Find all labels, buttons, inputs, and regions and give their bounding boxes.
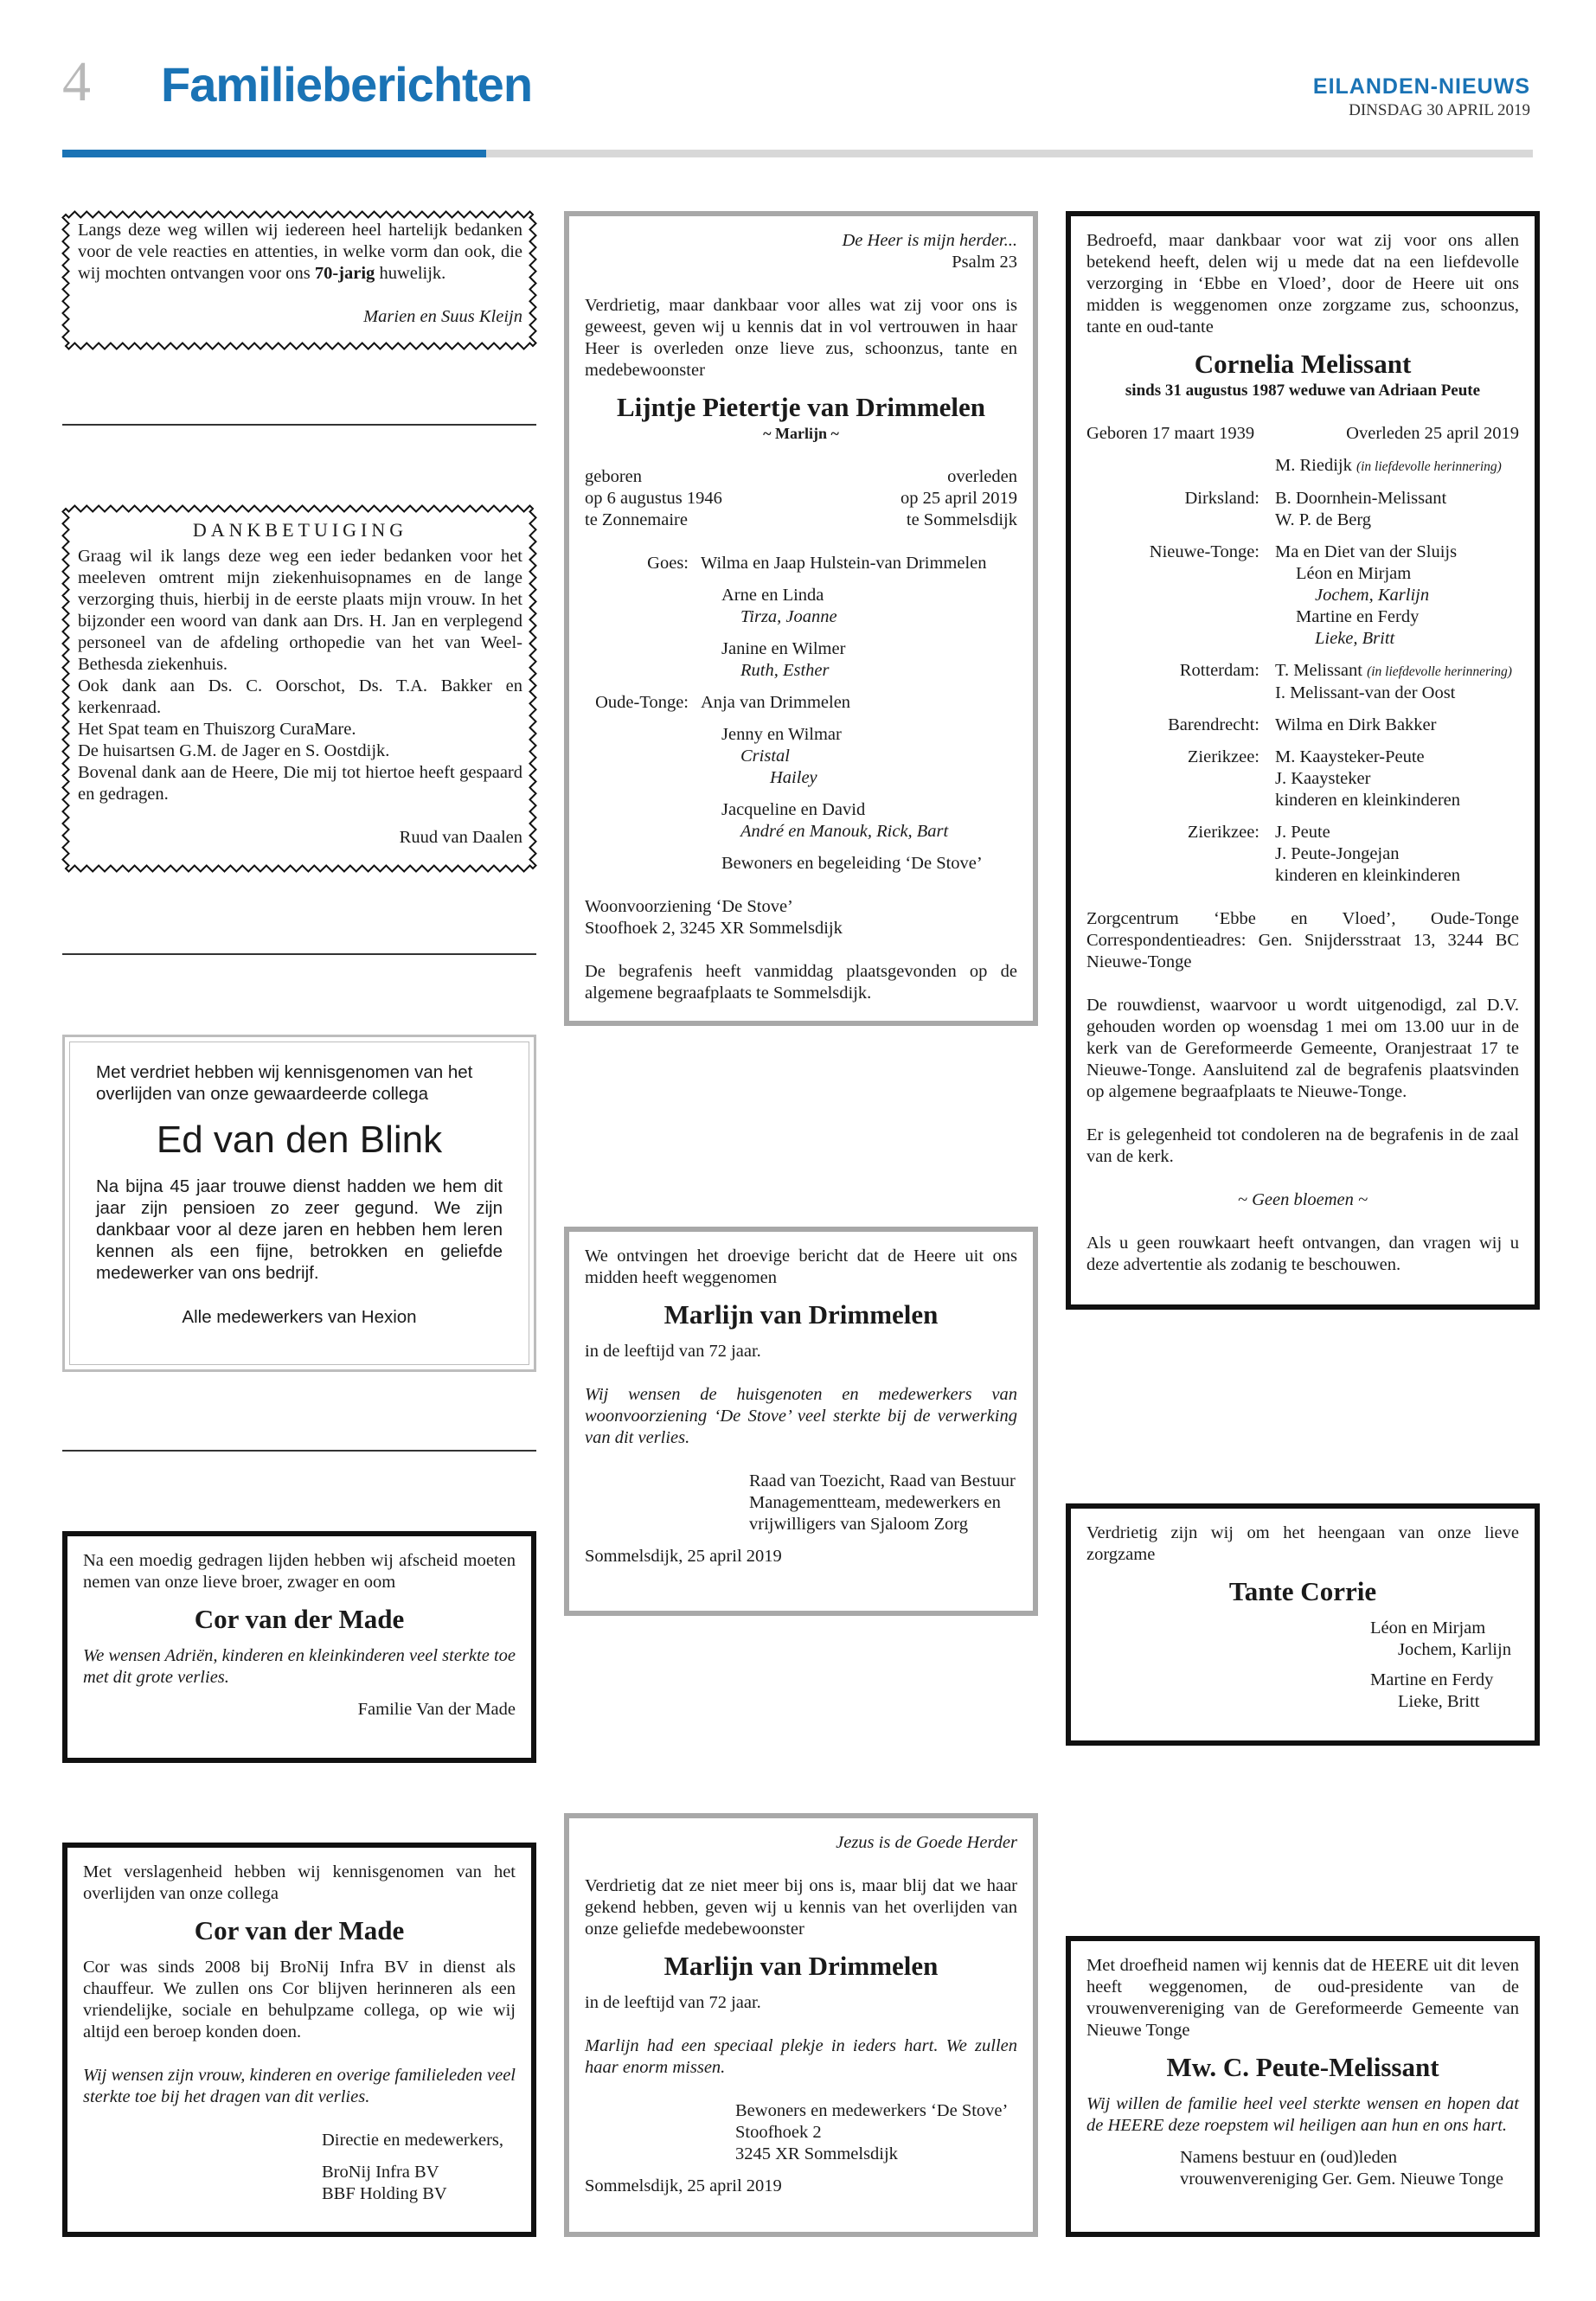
deceased-name: Marlijn van Drimmelen — [663, 1299, 939, 1330]
ad-intro: Met verdriet hebben wij kennisgenomen van het overlijden van onze gewaardeerde collega — [96, 1062, 473, 1104]
card-note: Als u geen rouwkaart heeft ontvangen, dan vragen wij u deze advertentie als zodanig te beschouwen. — [1086, 1234, 1519, 1274]
address-line: Stoofhoek 2, 3245 XR Sommelsdijk — [585, 919, 843, 938]
funeral-info: De begrafenis heeft vanmiddag plaatsgevonden op de algemene begraafplaats te Sommelsdijk. — [585, 962, 1017, 1003]
service-info: De rouwdienst, waarvoor u wordt uitgenodigd, zal D.V. gehouden worden op woensdag 1 mei om 13.00 uur in de kerk van de Gereformeerde Gemeente, Oranjestraat 17 te Nieuwe-Tonge. Aansluitend zal de begrafenis plaatsvinden op algemene begraafplaats te Nieuwe-Tonge. — [1086, 996, 1519, 1101]
family-member: M. Kaaysteker-Peute — [1275, 747, 1425, 766]
issue-date: DINSDAG 30 APRIL 2019 — [1349, 101, 1530, 119]
death-notice-de-stove — [564, 1813, 1038, 2237]
family-member: Léon en Mirjam — [1296, 564, 1412, 583]
family-member: Bewoners en begeleiding ‘De Stove’ — [721, 854, 983, 873]
ad-signature: Alle medewerkers van Hexion — [182, 1307, 417, 1327]
family-member: W. P. de Berg — [1275, 510, 1372, 529]
section-title: Familieberichten — [161, 57, 533, 112]
death-notice-sjaloom-zorg — [564, 1227, 1038, 1616]
birth-death-row — [1086, 423, 1519, 445]
ad-signature: Lieke, Britt — [1398, 1692, 1480, 1711]
psalm-reference: Psalm 23 — [952, 253, 1017, 272]
ad-text: Na bijna 45 jaar trouwe dienst hadden we hem dit jaar zijn pensioen zo zeer gegund. We zijn dankbaar voor al deze jaren en hebben hem leren kennen als een fijne, betrokken en geliefde medewerker van ons bedrijf. — [96, 1176, 503, 1283]
ad-text: Het Spat team en Thuiszorg CuraMare. — [78, 720, 356, 739]
family-children: Hailey — [770, 768, 817, 787]
family-children: Tirza, Joanne — [740, 607, 837, 626]
family-location: Rotterdam: — [1179, 661, 1259, 680]
ad-wish: We wensen Adriën, kinderen en kleinkinderen veel sterkte toe met dit grote verlies. — [83, 1646, 516, 1687]
condolence-ad-ed-van-den-blink — [62, 1035, 536, 1372]
condolence-ad-peute-melissant — [1066, 1936, 1540, 2237]
ad-text: Cor was sinds 2008 bij BroNij Infra BV in dienst als chauffeur. We zullen ons Cor blijven herinneren als een vriendelijke, sociale en behulpzame collega, op wie wij altijd een beroep konden doen. — [83, 1958, 516, 2041]
ad-signature: Jochem, Karlijn — [1398, 1640, 1511, 1659]
header-rule-accent — [62, 150, 486, 157]
ad-signature: Stoofhoek 2 — [735, 2123, 822, 2142]
ad-signature: Marien en Suus Kleijn — [363, 307, 522, 326]
family-member: Janine en Wilmer — [721, 639, 846, 658]
ad-signature: Ruud van Daalen — [399, 828, 522, 847]
born: Geboren 17 maart 1939 — [1086, 424, 1255, 443]
family-location: Goes: — [647, 554, 689, 573]
deceased-nickname: ~ Marlijn ~ — [763, 425, 839, 442]
ad-intro: Verdrietig zijn wij om het heengaan van onze lieve zorgzame — [1086, 1523, 1519, 1564]
death-notice-lijntje-van-drimmelen — [564, 211, 1038, 1026]
died-date: op 25 april 2019 — [901, 489, 1017, 508]
ad-signature: Familie Van der Made — [357, 1700, 516, 1719]
died: Overleden 25 april 2019 — [1346, 424, 1519, 443]
family-location: Dirksland: — [1184, 489, 1259, 508]
deceased-name: Ed van den Blink — [156, 1118, 443, 1161]
thank-you-ad-kleijn — [62, 211, 536, 349]
deceased-name: Cornelia Melissant — [1194, 349, 1412, 379]
died-place: te Sommelsdijk — [906, 510, 1017, 529]
family-member: Anja van Drimmelen — [701, 693, 851, 712]
deceased-age: in de leeftijd van 72 jaar. — [585, 1993, 761, 2012]
born-date: op 6 augustus 1946 — [585, 489, 722, 508]
family-children: Lieke, Britt — [1315, 629, 1395, 648]
family-member: T. Melissant (in liefdevolle herinnering) — [1275, 661, 1512, 680]
address-line: Woonvoorziening ‘De Stove’ — [585, 897, 793, 916]
family-children: Cristal — [740, 747, 790, 766]
place-date: Sommelsdijk, 25 april 2019 — [585, 1547, 782, 1566]
condolence-ad-cor-van-der-made-family — [62, 1531, 536, 1763]
ad-signature: 3245 XR Sommelsdijk — [735, 2144, 898, 2163]
ad-text: Marlijn had een speciaal plekje in ieders hart. We zullen haar enorm missen. — [585, 2036, 1017, 2077]
born-place: te Zonnemaire — [585, 510, 688, 529]
ad-intro: Met droefheid namen wij kennis dat de HEERE uit dit leven heeft weggenomen, de oud-presidente van de vrouwenvereniging van de Gereformeerde Gemeente van Nieuwe Tonge — [1086, 1956, 1519, 2040]
ad-intro: We ontvingen het droevige bericht dat de Heere uit ons midden heeft weggenomen — [585, 1247, 1017, 1287]
ad-wish: Wij willen de familie heel veel sterkte wensen en hopen dat de HEERE deze roepstem wil heiligen aan hun en ons hart. — [1086, 2094, 1519, 2135]
deceased-age: in de leeftijd van 72 jaar. — [585, 1342, 761, 1361]
ad-signature: Martine en Ferdy — [1370, 1670, 1494, 1689]
family-children: Ruth, Esther — [740, 661, 830, 680]
ad-text: Graag wil ik langs deze weg een ieder bedanken voor het meeleven omtrent mijn ziekenhuisopnames en de lange verzorging thuis, hierbij in de eerste plaats mijn vrouw. In het bijzonder een woord van dank aan Drs. H. Jan en verplegend personeel van de afdeling orthopedie van het van Weel-Bethesda ziekenhuis. — [78, 547, 522, 674]
family-member: Ma en Diet van der Sluijs — [1275, 542, 1458, 561]
deceased-name: Mw. C. Peute-Melissant — [1166, 2052, 1439, 2082]
family-member: Martine en Ferdy — [1296, 607, 1420, 626]
died-label: overleden — [947, 467, 1017, 486]
family-member: Jacqueline en David — [721, 800, 866, 819]
bible-verse: Jezus is de Goede Herder — [836, 1833, 1017, 1852]
deceased-subtitle: sinds 31 augustus 1987 weduwe van Adriaan Peute — [1125, 381, 1481, 400]
condolence-ad-cor-van-der-made-bronij — [62, 1843, 536, 2237]
family-location: Oude-Tonge: — [595, 693, 689, 712]
ad-signature: Raad van Toezicht, Raad van Bestuur — [749, 1471, 1016, 1490]
family-member: Wilma en Jaap Hulstein-van Drimmelen — [701, 554, 987, 573]
deceased-name: Cor van der Made — [194, 1915, 405, 1945]
ad-text: De huisartsen G.M. de Jager en S. Oostdijk. — [78, 741, 390, 760]
page-number: 4 — [62, 50, 91, 113]
column-separator — [62, 953, 536, 955]
ad-signature: BroNij Infra BV — [322, 2163, 439, 2182]
family-children: Jochem, Karlijn — [1315, 586, 1430, 605]
death-notice-cornelia-melissant — [1066, 211, 1540, 1310]
condolence-info: Er is gelegenheid tot condoleren na de begrafenis in de zaal van de kerk. — [1086, 1125, 1519, 1166]
dankbetuiging-ad — [62, 505, 536, 872]
family-member: M. Riedijk (in liefdevolle herinnering) — [1275, 456, 1502, 475]
family-member: I. Melissant-van der Oost — [1275, 683, 1456, 702]
family-member: B. Doornhein-Melissant — [1275, 489, 1447, 508]
family-member: Jenny en Wilmar — [721, 725, 842, 744]
family-member: Wilma en Dirk Bakker — [1275, 715, 1437, 734]
birth-death-row — [585, 466, 1017, 531]
family-member: kinderen en kleinkinderen — [1275, 866, 1461, 885]
deceased-name: Cor van der Made — [194, 1604, 405, 1634]
born-label: geboren — [585, 467, 643, 486]
deceased-name: Tante Corrie — [1228, 1576, 1377, 1606]
ad-signature: Bewoners en medewerkers ‘De Stove’ — [735, 2101, 1009, 2120]
family-member: J. Kaaysteker — [1275, 769, 1371, 788]
family-children: André en Manouk, Rick, Bart — [740, 822, 949, 841]
family-location: Zierikzee: — [1187, 747, 1259, 766]
ad-intro: Na een moedig gedragen lijden hebben wij afscheid moeten nemen van onze lieve broer, zwager en oom — [83, 1551, 516, 1592]
deceased-name: Marlijn van Drimmelen — [663, 1951, 939, 1981]
place-date: Sommelsdijk, 25 april 2019 — [585, 2176, 782, 2195]
ad-text: Langs deze weg willen wij iedereen heel hartelijk bedanken voor de vele reacties en attenties, in welke vorm dan ook, die wij mochten ontvangen voor ons 70-jarig huwelijk. — [78, 221, 522, 283]
family-member: kinderen en kleinkinderen — [1275, 791, 1461, 810]
ad-intro: Verdrietig, maar dankbaar voor alles wat zij voor ons is geweest, geven wij u kennis dat in vol vertrouwen in haar Heer is overleden onze lieve zus, schoonzus, tante en medebewoonster — [585, 296, 1017, 380]
ad-intro: Bedroefd, maar dankbaar voor wat zij voor ons allen betekend heeft, delen wij u mede dat na een liefdevolle verzorging in ‘Ebbe en Vloed’, door de Heere uit ons midden is weggenomen onze zorgzame zus, schoonzus, tante en oud-tante — [1086, 231, 1519, 336]
family-member: J. Peute-Jongejan — [1275, 844, 1400, 863]
ad-intro: Met verslagenheid hebben wij kennisgenomen van het overlijden van onze collega — [83, 1862, 516, 1903]
family-list — [1086, 455, 1519, 887]
condolence-ad-tante-corrie — [1066, 1503, 1540, 1746]
newspaper-logo: EILANDEN-NIEUWS — [1312, 74, 1530, 99]
family-location: Zierikzee: — [1187, 823, 1259, 842]
family-location: Nieuwe-Tonge: — [1149, 542, 1259, 561]
family-member: J. Peute — [1275, 823, 1330, 842]
family-location: Barendrecht: — [1168, 715, 1259, 734]
family-list — [585, 553, 1017, 875]
ad-text: Ook dank aan Ds. C. Oorschot, Ds. T.A. Bakker en kerkenraad. — [78, 676, 522, 717]
ad-title: DANKBETUIGING — [192, 519, 408, 541]
address-info: Zorgcentrum ‘Ebbe en Vloed’, Oude-Tonge Correspondentieadres: Gen. Snijdersstraat 13, 3244 BC Nieuwe-Tonge — [1086, 909, 1519, 971]
ad-text: Bovenal dank aan de Heere, Die mij tot hiertoe heeft gespaard en gedragen. — [78, 763, 522, 804]
deceased-name: Lijntje Pietertje van Drimmelen — [616, 392, 986, 422]
family-member: Arne en Linda — [721, 586, 824, 605]
ad-intro: Verdrietig dat ze niet meer bij ons is, maar blij dat we haar gekend hebben, geven wij u kennis van het overlijden van onze geliefde medebewoonster — [585, 1876, 1017, 1939]
no-flowers-note: ~ Geen bloemen ~ — [1237, 1190, 1368, 1209]
ad-signature: vrijwilligers van Sjaloom Zorg — [749, 1515, 968, 1534]
column-separator — [62, 1450, 536, 1452]
ad-signature: Namens bestuur en (oud)leden — [1180, 2148, 1398, 2167]
ad-signature: Managementteam, medewerkers en — [749, 1493, 1001, 1512]
ad-signature: BBF Holding BV — [322, 2184, 447, 2203]
column-separator — [62, 424, 536, 426]
ad-wish: Wij wensen zijn vrouw, kinderen en overige familieleden veel sterkte toe bij het dragen van dit verlies. — [83, 2066, 516, 2106]
bible-verse: De Heer is mijn herder... — [842, 231, 1017, 250]
ad-signature: Léon en Mirjam — [1370, 1618, 1486, 1638]
ad-wish: Wij wensen de huisgenoten en medewerkers van woonvoorziening ‘De Stove’ veel sterkte bij de verwerking van dit verlies. — [585, 1385, 1017, 1447]
ad-signature: Directie en medewerkers, — [322, 2131, 504, 2150]
ad-signature: vrouwenvereniging Ger. Gem. Nieuwe Tonge — [1180, 2170, 1503, 2189]
